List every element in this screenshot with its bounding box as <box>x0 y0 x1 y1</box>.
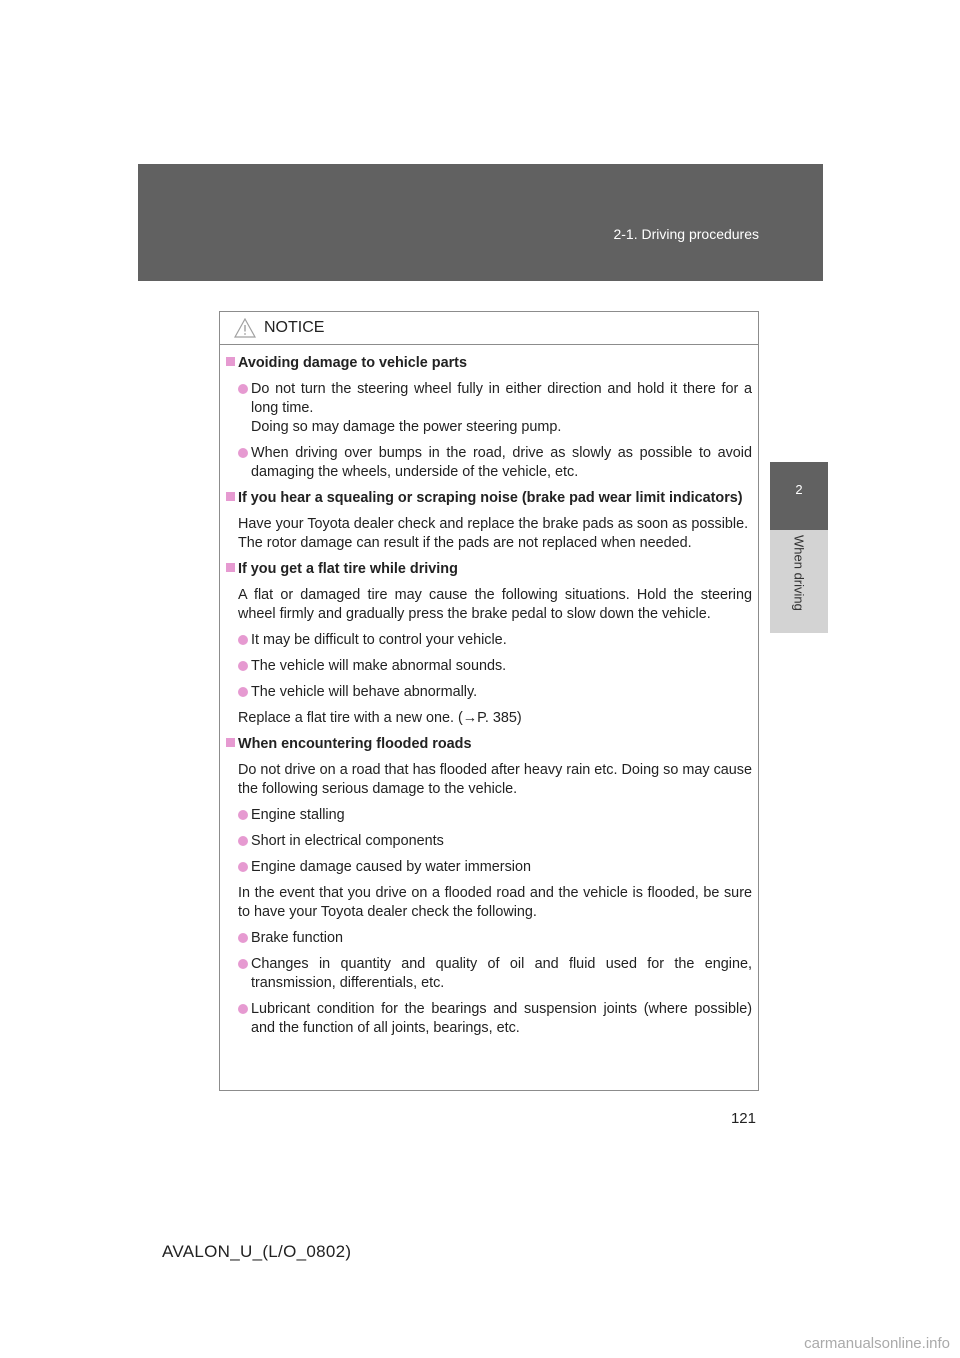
section-title: 2-1. Driving procedures <box>613 226 759 242</box>
bullet-item <box>226 929 752 948</box>
round-bullet-icon <box>238 384 248 394</box>
bullet-item <box>226 1000 752 1038</box>
text-line: Short in electrical components <box>251 833 444 849</box>
square-bullet-icon <box>226 492 235 501</box>
text-line: It may be difficult to control your vehicle. <box>251 632 507 648</box>
notice-box <box>219 311 759 1091</box>
bullet-item <box>226 444 752 482</box>
chapter-label-text: When driving <box>791 535 807 611</box>
round-bullet-icon <box>238 448 248 458</box>
round-bullet-icon <box>238 687 248 697</box>
text-line: Engine stalling <box>251 807 345 823</box>
round-bullet-icon <box>238 1004 248 1014</box>
section-heading <box>226 560 752 579</box>
bullet-item <box>226 380 752 437</box>
section-heading-text: If you get a flat tire while driving <box>238 561 458 577</box>
notice-title: NOTICE <box>264 319 325 336</box>
square-bullet-icon <box>226 563 235 572</box>
footer-code: AVALON_U_(L/O_0802) <box>162 1242 352 1261</box>
bullet-item <box>226 631 752 650</box>
section-heading <box>226 489 752 508</box>
notice-header <box>220 312 758 345</box>
section-heading-text: When encountering flooded roads <box>238 736 472 752</box>
text-line: The rotor damage can result if the pads are not replaced when needed. <box>238 535 692 551</box>
bullet-item <box>226 955 752 993</box>
chapter-number: 2 <box>795 482 803 497</box>
text-line: The vehicle will make abnormal sounds. <box>251 658 507 674</box>
chapter-label <box>770 535 828 630</box>
section-heading <box>226 354 752 373</box>
round-bullet-icon <box>238 959 248 969</box>
round-bullet-icon <box>238 862 248 872</box>
warning-triangle-icon <box>234 318 256 338</box>
text-line: Do not turn the steering wheel fully in either direction and hold it there for a long time. <box>251 381 752 416</box>
section-heading-text: Avoiding damage to vehicle parts <box>238 355 467 371</box>
bullet-item <box>226 806 752 825</box>
round-bullet-icon <box>238 810 248 820</box>
round-bullet-icon <box>238 933 248 943</box>
text-line: The vehicle will behave abnormally. <box>251 684 478 700</box>
square-bullet-icon <box>226 357 235 366</box>
text-line: Changes in quantity and quality of oil and fluid used for the engine, transmission, differentials, etc. <box>251 956 752 991</box>
bullet-item <box>226 657 752 676</box>
section-heading-text: If you hear a squealing or scraping noise (brake pad wear limit indicators) <box>238 490 743 506</box>
text-line: Do not drive on a road that has flooded after heavy rain etc. Doing so may cause the following serious damage to the vehicle. <box>238 762 752 797</box>
chapter-tab <box>770 462 828 530</box>
section-heading <box>226 735 752 754</box>
text-line: Brake function <box>251 930 343 946</box>
page-number: 121 <box>730 1110 756 1127</box>
text-line: Engine damage caused by water immersion <box>251 859 531 875</box>
notice-section <box>226 735 752 1038</box>
notice-section <box>226 489 752 553</box>
round-bullet-icon <box>238 836 248 846</box>
bullet-item <box>226 858 752 877</box>
text-line: Doing so may damage the power steering pump. <box>251 419 562 435</box>
watermark: carmanualsonline.info <box>804 1335 950 1352</box>
bullet-item <box>226 832 752 851</box>
header-bar <box>138 164 823 281</box>
text-line: Replace a flat tire with a new one. (→P. 385) <box>238 710 522 726</box>
paragraph <box>226 586 752 624</box>
round-bullet-icon <box>238 661 248 671</box>
paragraph <box>226 761 752 799</box>
round-bullet-icon <box>238 635 248 645</box>
paragraph <box>226 709 752 728</box>
text-line: Have your Toyota dealer check and replace the brake pads as soon as possible. <box>238 516 749 532</box>
notice-section <box>226 354 752 482</box>
text-line: In the event that you drive on a flooded road and the vehicle is flooded, be sure to have your Toyota dealer check the following. <box>238 885 752 920</box>
text-line: A flat or damaged tire may cause the following situations. Hold the steering wheel firmly and gradually press the brake pedal to slow down the vehicle. <box>238 587 752 622</box>
notice-body <box>220 345 758 1038</box>
notice-section <box>226 560 752 728</box>
bullet-item <box>226 683 752 702</box>
text-line: When driving over bumps in the road, drive as slowly as possible to avoid damaging the wheels, underside of the vehicle, etc. <box>251 445 752 480</box>
text-line: Lubricant condition for the bearings and suspension joints (where possible) and the function of all joints, bearings, etc. <box>251 1001 752 1036</box>
paragraph <box>226 884 752 922</box>
square-bullet-icon <box>226 738 235 747</box>
paragraph <box>226 515 752 553</box>
